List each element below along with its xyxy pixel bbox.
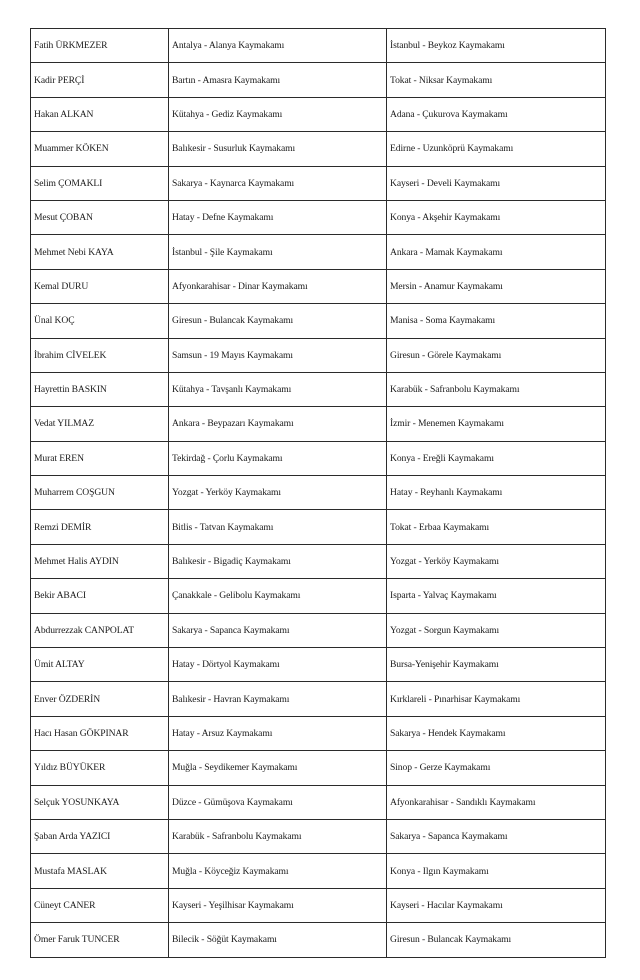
current-post-cell: Sakarya - Sapanca Kaymakamı [169,613,387,647]
new-post-cell: Hatay - Reyhanlı Kaymakamı [387,476,606,510]
current-post-cell: Antalya - Alanya Kaymakamı [169,29,387,63]
table-row [31,923,606,957]
table-row [31,544,606,578]
current-post-cell: Balıkesir - Bigadiç Kaymakamı [169,544,387,578]
table-row [31,682,606,716]
new-post-cell: Karabük - Safranbolu Kaymakamı [387,372,606,406]
new-post-cell: Isparta - Yalvaç Kaymakamı [387,579,606,613]
name-cell: Muammer KÖKEN [31,132,169,166]
new-post-cell: Ankara - Mamak Kaymakamı [387,235,606,269]
name-cell: Fatih ÜRKMEZER [31,29,169,63]
name-cell: Yıldız BÜYÜKER [31,751,169,785]
table-row [31,751,606,785]
current-post-cell: Sakarya - Kaynarca Kaymakamı [169,166,387,200]
table-row [31,304,606,338]
current-post-cell: İstanbul - Şile Kaymakamı [169,235,387,269]
new-post-cell: Afyonkarahisar - Sandıklı Kaymakamı [387,785,606,819]
table-row [31,63,606,97]
current-post-cell: Bitlis - Tatvan Kaymakamı [169,510,387,544]
new-post-cell: Edirne - Uzunköprü Kaymakamı [387,132,606,166]
current-post-cell: Karabük - Safranbolu Kaymakamı [169,819,387,853]
name-cell: Bekir ABACI [31,579,169,613]
new-post-cell: İstanbul - Beykoz Kaymakamı [387,29,606,63]
table-row [31,613,606,647]
table-row [31,785,606,819]
table-row [31,510,606,544]
name-cell: Murat EREN [31,441,169,475]
new-post-cell: Adana - Çukurova Kaymakamı [387,97,606,131]
current-post-cell: Afyonkarahisar - Dinar Kaymakamı [169,269,387,303]
table-row [31,407,606,441]
document-page [30,28,605,958]
name-cell: Selim ÇOMAKLI [31,166,169,200]
table-row [31,166,606,200]
current-post-cell: Kayseri - Yeşilhisar Kaymakamı [169,888,387,922]
table-row [31,269,606,303]
table-row [31,132,606,166]
table-row [31,648,606,682]
new-post-cell: Tokat - Niksar Kaymakamı [387,63,606,97]
name-cell: Mehmet Halis AYDIN [31,544,169,578]
new-post-cell: Konya - Akşehir Kaymakamı [387,200,606,234]
new-post-cell: Sinop - Gerze Kaymakamı [387,751,606,785]
table-row [31,441,606,475]
current-post-cell: Samsun - 19 Mayıs Kaymakamı [169,338,387,372]
name-cell: Selçuk YOSUNKAYA [31,785,169,819]
name-cell: Enver ÖZDERİN [31,682,169,716]
table-row [31,888,606,922]
name-cell: Hayrettin BASKIN [31,372,169,406]
name-cell: Hacı Hasan GÖKPINAR [31,716,169,750]
table-row [31,819,606,853]
table-row [31,97,606,131]
name-cell: Kemal DURU [31,269,169,303]
name-cell: Remzi DEMİR [31,510,169,544]
current-post-cell: Tekirdağ - Çorlu Kaymakamı [169,441,387,475]
current-post-cell: Ankara - Beypazarı Kaymakamı [169,407,387,441]
current-post-cell: Yozgat - Yerköy Kaymakamı [169,476,387,510]
new-post-cell: Sakarya - Sapanca Kaymakamı [387,819,606,853]
table-row [31,338,606,372]
name-cell: Mustafa MASLAK [31,854,169,888]
new-post-cell: Giresun - Bulancak Kaymakamı [387,923,606,957]
name-cell: İbrahim CİVELEK [31,338,169,372]
current-post-cell: Bilecik - Söğüt Kaymakamı [169,923,387,957]
name-cell: Hakan ALKAN [31,97,169,131]
table-row [31,29,606,63]
name-cell: Ünal KOÇ [31,304,169,338]
new-post-cell: Tokat - Erbaa Kaymakamı [387,510,606,544]
current-post-cell: Çanakkale - Gelibolu Kaymakamı [169,579,387,613]
current-post-cell: Düzce - Gümüşova Kaymakamı [169,785,387,819]
current-post-cell: Giresun - Bulancak Kaymakamı [169,304,387,338]
current-post-cell: Kütahya - Tavşanlı Kaymakamı [169,372,387,406]
appointments-table [30,28,606,958]
new-post-cell: Mersin - Anamur Kaymakamı [387,269,606,303]
new-post-cell: Konya - Ereğli Kaymakamı [387,441,606,475]
name-cell: Mesut ÇOBAN [31,200,169,234]
appointments-table-body [31,29,606,958]
table-row [31,579,606,613]
name-cell: Ömer Faruk TUNCER [31,923,169,957]
name-cell: Kadir PERÇİ [31,63,169,97]
table-row [31,716,606,750]
table-row [31,372,606,406]
name-cell: Abdurrezzak CANPOLAT [31,613,169,647]
name-cell: Muharrem COŞGUN [31,476,169,510]
new-post-cell: Kayseri - Hacılar Kaymakamı [387,888,606,922]
current-post-cell: Muğla - Seydikemer Kaymakamı [169,751,387,785]
current-post-cell: Bartın - Amasra Kaymakamı [169,63,387,97]
current-post-cell: Muğla - Köyceğiz Kaymakamı [169,854,387,888]
new-post-cell: Manisa - Soma Kaymakamı [387,304,606,338]
new-post-cell: Giresun - Görele Kaymakamı [387,338,606,372]
new-post-cell: Bursa-Yenişehir Kaymakamı [387,648,606,682]
table-row [31,235,606,269]
current-post-cell: Balıkesir - Susurluk Kaymakamı [169,132,387,166]
new-post-cell: Kayseri - Develi Kaymakamı [387,166,606,200]
current-post-cell: Kütahya - Gediz Kaymakamı [169,97,387,131]
name-cell: Ümit ALTAY [31,648,169,682]
name-cell: Şaban Arda YAZICI [31,819,169,853]
new-post-cell: Sakarya - Hendek Kaymakamı [387,716,606,750]
new-post-cell: Kırklareli - Pınarhisar Kaymakamı [387,682,606,716]
current-post-cell: Balıkesir - Havran Kaymakamı [169,682,387,716]
new-post-cell: Yozgat - Yerköy Kaymakamı [387,544,606,578]
new-post-cell: Konya - Ilgın Kaymakamı [387,854,606,888]
current-post-cell: Hatay - Defne Kaymakamı [169,200,387,234]
table-row [31,200,606,234]
name-cell: Cüneyt CANER [31,888,169,922]
current-post-cell: Hatay - Dörtyol Kaymakamı [169,648,387,682]
new-post-cell: İzmir - Menemen Kaymakamı [387,407,606,441]
new-post-cell: Yozgat - Sorgun Kaymakamı [387,613,606,647]
name-cell: Vedat YILMAZ [31,407,169,441]
current-post-cell: Hatay - Arsuz Kaymakamı [169,716,387,750]
table-row [31,476,606,510]
name-cell: Mehmet Nebi KAYA [31,235,169,269]
table-row [31,854,606,888]
